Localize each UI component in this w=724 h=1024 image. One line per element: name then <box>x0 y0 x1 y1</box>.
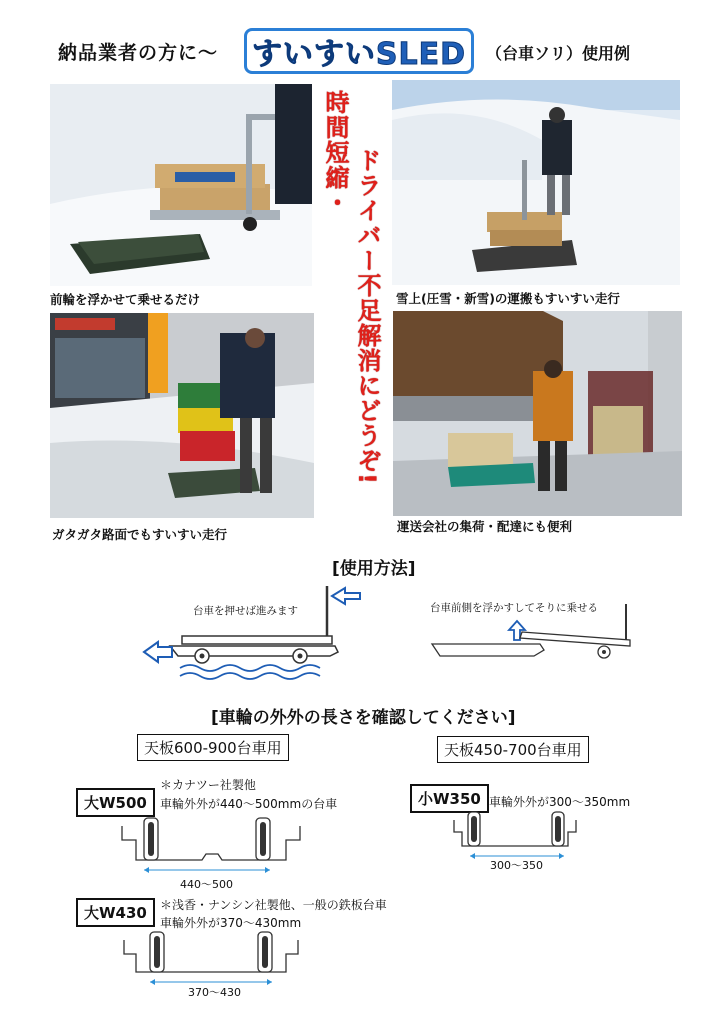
model-w500-range: 440～500 <box>180 878 233 891</box>
model-label-w500: 大W500 <box>76 788 155 817</box>
photo-rough-road <box>50 313 314 518</box>
brand-logo <box>244 28 474 74</box>
header-prefix: 納品業者の方に～ <box>58 42 219 64</box>
group-label-small: 天板450-700台車用 <box>437 736 589 763</box>
move-direction-arrow-icon <box>144 642 172 662</box>
photo-snow-transport <box>392 80 680 285</box>
photo-sled-loading <box>50 84 312 286</box>
photo-caption-4: 運送会社の集荷・配達にも便利 <box>397 519 573 534</box>
model-w430-note1: ＊浅香・ナンシン社製他、一般の鉄板台車 <box>160 898 387 912</box>
model-w350-note2: 車輪外外が300～350mm <box>489 795 631 809</box>
logo-text: すいすいSLED <box>251 37 467 72</box>
photo-delivery <box>393 311 682 516</box>
model-w430-range: 370～430 <box>188 986 241 999</box>
usage-diagram-push <box>140 584 370 684</box>
photo-caption-3: ガタガタ路面でもすいすい走行 <box>52 527 228 542</box>
model-w430-note2: 車輪外外が370～430mm <box>160 916 302 930</box>
slogan-line-1: 時間短縮・ <box>321 90 349 215</box>
group-label-large: 天板600-900台車用 <box>137 734 289 761</box>
model-w500-note2: 車輪外外が440～500mmの台車 <box>160 797 338 811</box>
header-suffix: （台車ソリ）使用例 <box>486 44 631 63</box>
photo-caption-1: 前輪を浮かせて乗せるだけ <box>50 292 201 307</box>
usage-title: [使用方法] <box>332 559 416 579</box>
usage-step1: 台車を押せば進みます <box>193 605 298 617</box>
slogan-line-2: ドライバー不足解消にどうぞ! <box>353 148 381 485</box>
photo-caption-2: 雪上(圧雪・新雪)の運搬もすいすい走行 <box>396 291 620 306</box>
usage-step2: 台車前側を浮かすしてそりに乗せる <box>430 602 598 614</box>
measure-title: [車輪の外外の長さを確認してください] <box>211 708 516 728</box>
push-arrow-icon <box>332 588 360 604</box>
usage-diagram-lift <box>430 604 640 668</box>
model-label-w350: 小W350 <box>410 784 489 813</box>
model-w350-range: 300～350 <box>490 859 543 872</box>
model-w500-note1: ＊カナツー社製他 <box>160 778 256 792</box>
model-label-w430: 大W430 <box>76 898 155 927</box>
